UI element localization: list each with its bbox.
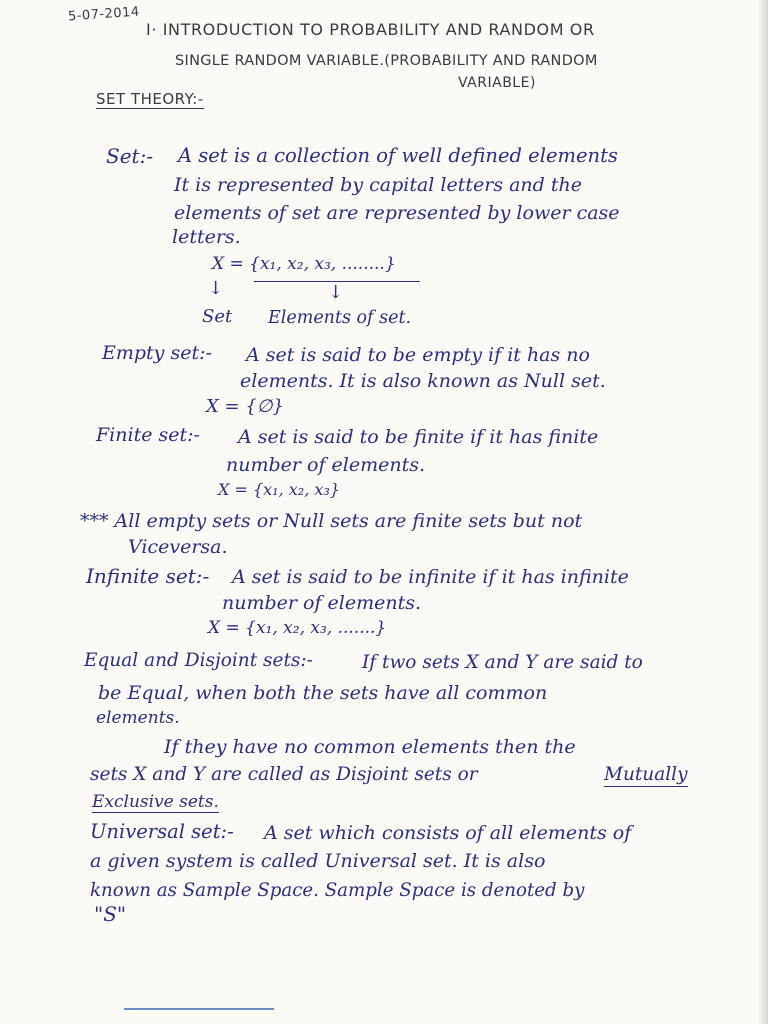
section-heading: SET THEORY:- [96,90,204,108]
set-arrow: ↓ [208,278,224,299]
empty-set-line-2: elements. It is also known as Null set. [240,370,606,392]
equal-disjoint-line-6: Exclusive sets. [92,792,219,812]
finite-set-line-2: number of elements. [226,454,426,476]
universal-set-line-3: known as Sample Space. Sample Space is denoted by [90,880,585,901]
empty-set-line-1: A set is said to be empty if it has no [246,344,590,366]
set-term: Set:- [106,144,154,168]
finite-set-term: Finite set:- [96,424,200,446]
equal-disjoint-line-1: If two sets X and Y are said to [362,652,643,673]
equal-disjoint-term: Equal and Disjoint sets:- [84,650,313,671]
equal-disjoint-line-5a: sets X and Y are called as Disjoint sets or [90,764,478,785]
finite-set-line-1: A set is said to be finite if it has finite [238,426,599,448]
universal-set-line-1: A set which consists of all elements of [264,822,632,844]
page-date: 5-07-2014 [67,4,141,25]
finite-set-formula: X = {x₁, x₂, x₃} [218,480,340,499]
equal-disjoint-line-5b: Mutually [604,764,688,785]
infinite-set-line-1: A set is said to be infinite if it has infinite [232,566,629,588]
set-def-line-3: elements of set are represented by lower case [174,202,620,224]
universal-set-line-2: a given system is called Universal set. It is also [90,850,546,872]
equal-disjoint-line-3: elements. [96,708,180,728]
universal-set-line-4: "S" [94,902,127,926]
note-line-1: *** All empty sets or Null sets are finite sets but not [80,510,583,532]
equal-disjoint-line-4: If they have no common elements then the [164,736,576,758]
elements-arrow: ↓ [328,282,344,303]
universal-set-term: Universal set:- [90,820,234,843]
elements-label: Elements of set. [268,308,412,328]
page-title-line-2: SINGLE RANDOM VARIABLE.(PROBABILITY AND RANDOM [175,53,598,69]
set-def-line-2: It is represented by capital letters and the [174,174,582,196]
set-label: Set [202,306,233,327]
bottom-rule [124,1008,274,1010]
empty-set-term: Empty set:- [102,342,212,364]
page-title-line-3: VARIABLE) [458,75,536,91]
infinite-set-term: Infinite set:- [86,564,210,588]
set-formula: X = {x₁, x₂, x₃, ........} [212,254,396,274]
page-title-line-1: I· INTRODUCTION TO PROBABILITY AND RANDOM OR [146,20,595,39]
set-def-line-4: letters. [172,226,241,248]
note-line-2: Viceversa. [128,536,228,558]
empty-set-formula: X = {∅} [206,396,284,417]
set-def-line-1: A set is a collection of well defined elements [178,144,618,167]
equal-disjoint-line-2: be Equal, when both the sets have all common [98,682,548,704]
infinite-set-formula: X = {x₁, x₂, x₃, .......} [208,618,387,638]
infinite-set-line-2: number of elements. [222,592,422,614]
